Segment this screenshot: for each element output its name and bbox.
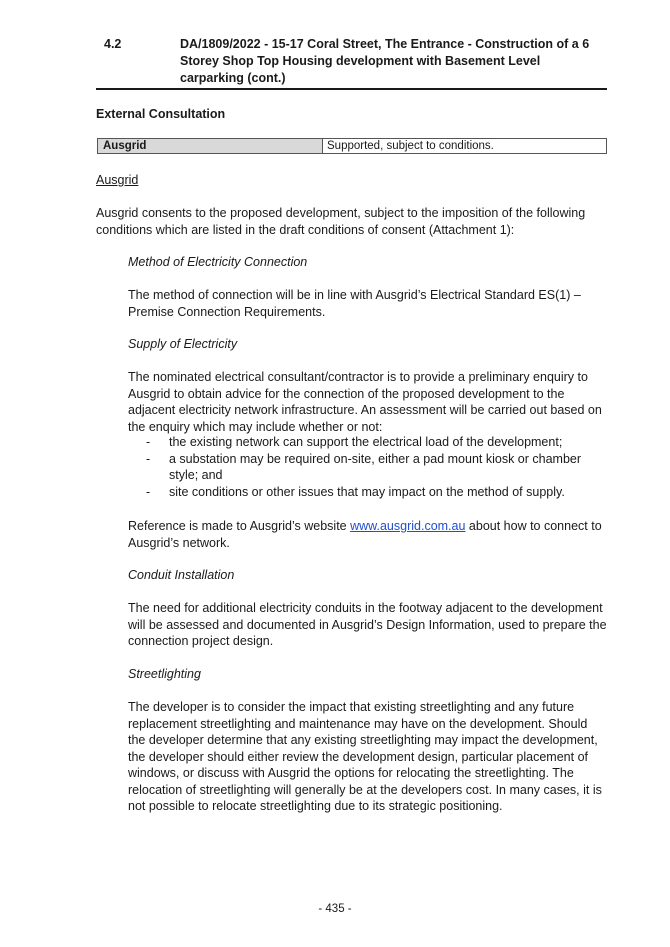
intro-paragraph: Ausgrid consents to the proposed development, subject to the imposition of the following conditions which are listed in the draft conditions of consent (Attachment 1): (96, 206, 586, 237)
bullet-text: site conditions or other issues that may impact on the method of supply. (169, 484, 565, 499)
bullet-dash: - (146, 484, 151, 499)
section-heading: External Consultation (96, 107, 226, 121)
conduit-heading: Conduit Installation (128, 568, 235, 582)
ausgrid-website-link[interactable]: www.ausgrid.com.au (350, 519, 466, 533)
method-paragraph: The method of connection will be in line with Ausgrid’s Electrical Standard ES(1) – Premise Connection Requirements. (128, 288, 581, 319)
ausgrid-subheading: Ausgrid (96, 173, 139, 187)
header-rule (96, 88, 607, 90)
reference-paragraph (128, 518, 608, 551)
response-cell: Supported, subject to conditions. (327, 140, 494, 152)
method-heading: Method of Electricity Connection (128, 255, 308, 269)
list-item (128, 434, 608, 451)
streetlighting-paragraph: The developer is to consider the impact that existing streetlighting and any future replacement streetlighting and maintenance may have on the development. Should the developer determine that any existing streetlighting may impact the development, the developer should either review the development design, particular placement of windows, or discuss with Ausgrid the options for relocating the streetlighting. The relocation of streetlighting will generally be at the developers cost. In many cases, it is not possible to relocate streetlighting due to its strategic positioning. (128, 700, 602, 813)
supply-paragraph: The nominated electrical consultant/contractor is to provide a preliminary enquiry to Ausgrid to obtain advice for the connection of the proposed development to the adjacent electricity network infrastructure. An assessment will be carried out based on the enquiry which may include whether or not: (128, 370, 602, 434)
streetlighting-heading: Streetlighting (128, 667, 201, 681)
reference-text-after: about how to connect to Ausgrid’s network. (128, 519, 602, 550)
supply-bullet-list (128, 434, 608, 500)
supply-heading: Supply of Electricity (128, 337, 238, 351)
reference-text-before: Reference is made to Ausgrid’s website (128, 519, 351, 533)
bullet-text: a substation may be required on-site, either a pad mount kiosk or chamber style; and (169, 451, 582, 482)
item-title: DA/1809/2022 - 15-17 Coral Street, The Entrance - Construction of a 6 Storey Shop Top Housing development with Basement Level carparking (cont.) (180, 37, 590, 85)
bullet-dash: - (146, 435, 151, 449)
page-number: - 435 - (318, 903, 352, 915)
agency-cell: Ausgrid (98, 139, 323, 153)
list-item (128, 451, 608, 484)
conduit-paragraph: The need for additional electricity conduits in the footway adjacent to the development will be assessed and documented in Ausgrid’s Design Information, used to prepare the connection project design. (128, 601, 607, 648)
bullet-dash: - (146, 451, 151, 466)
list-item (128, 484, 608, 501)
consultation-table (97, 138, 607, 154)
bullet-text: the existing network can support the electrical load of the development; (169, 435, 563, 449)
item-number: 4.2 (104, 37, 122, 51)
